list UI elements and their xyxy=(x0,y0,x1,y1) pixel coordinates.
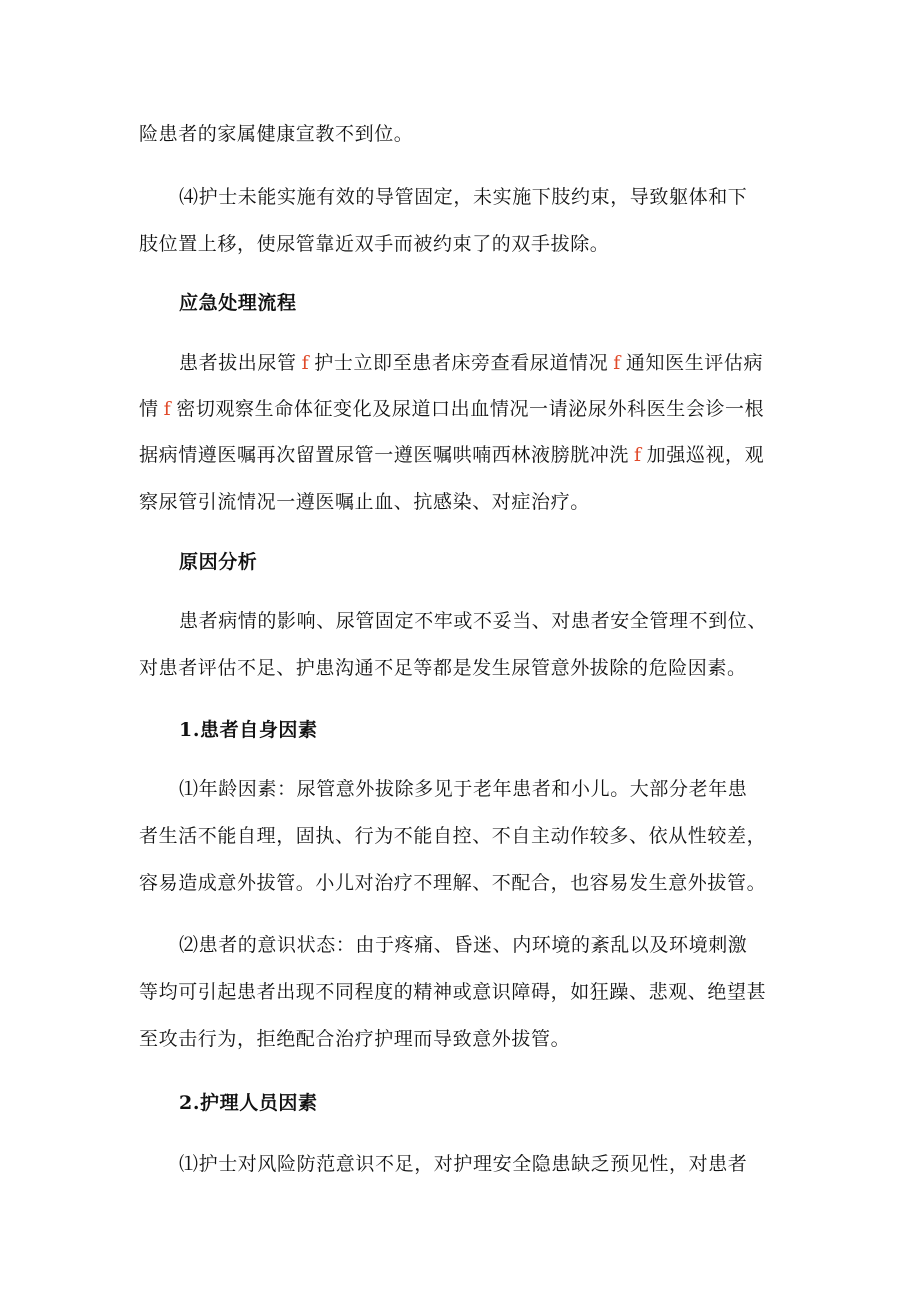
paragraph-line: 容易造成意外拔管。小儿对治疗不理解、不配合，也容易发生意外拔管。 xyxy=(139,872,767,894)
flow-step: 密切观察生命体征变化及尿道口出血情况一请泌尿外科医生会诊一根 xyxy=(176,398,765,420)
flow-line-2 xyxy=(139,396,789,422)
flow-arrow-icon: f xyxy=(163,398,172,420)
paragraph-line: ⑴年龄因素：尿管意外拔除多见于老年患者和小儿。大部分老年患 xyxy=(179,778,748,800)
paragraph-line: 至攻击行为，拒绝配合治疗护理而导致意外拔管。 xyxy=(139,1028,571,1050)
flow-step: 患者拔出尿管 xyxy=(179,352,297,374)
section-heading-emergency: 应急处理流程 xyxy=(179,292,297,314)
flow-line-4: 察尿管引流情况一遵医嘱止血、抗感染、对症治疗。 xyxy=(139,491,590,513)
flow-step: 通知医生评估病 xyxy=(625,352,764,374)
flow-arrow-icon: f xyxy=(634,444,642,466)
paragraph-line: 对患者评估不足、护患沟通不足等都是发生尿管意外拔除的危险因素。 xyxy=(139,657,747,679)
section-heading-patient: 1.患者自身因素 xyxy=(179,719,318,741)
flow-arrow-icon: f xyxy=(613,352,621,374)
flow-step: 护士立即至患者床旁查看尿道情况 xyxy=(314,352,609,374)
paragraph-line: ⑴护士对风险防范意识不足，对护理安全隐患缺乏预见性，对患者 xyxy=(179,1153,748,1175)
paragraph-line: ⑷护士未能实施有效的导管固定，未实施下肢约束，导致躯体和下 xyxy=(179,186,748,208)
paragraph-line: 肢位置上移，使尿管靠近双手而被约束了的双手拔除。 xyxy=(139,233,610,255)
section-heading-nurse: 2.护理人员因素 xyxy=(179,1092,318,1114)
flow-line-1 xyxy=(179,350,829,376)
flow-step: 加强巡视，观 xyxy=(646,444,765,466)
paragraph-line: ⑵患者的意识状态：由于疼痛、昏迷、内环境的紊乱以及环境刺激 xyxy=(179,934,748,956)
paragraph-line: 等均可引起患者出现不同程度的精神或意识障碍，如狂躁、悲观、绝望甚 xyxy=(139,981,767,1003)
paragraph-line: 者生活不能自理，固执、行为不能自控、不自主动作较多、依从性较差， xyxy=(139,825,767,847)
flow-line-3 xyxy=(139,442,789,468)
section-heading-cause: 原因分析 xyxy=(179,551,258,573)
paragraph-line: 患者病情的影响、尿管固定不牢或不妥当、对患者安全管理不到位、 xyxy=(179,610,768,632)
flow-step: 情 xyxy=(139,398,159,420)
flow-step: 据病情遵医嘱再次留置尿管一遵医嘱哄喃西林液膀胱冲洗 xyxy=(139,444,630,466)
paragraph-line: 险患者的家属健康宣教不到位。 xyxy=(139,123,414,145)
flow-arrow-icon: f xyxy=(301,352,310,374)
